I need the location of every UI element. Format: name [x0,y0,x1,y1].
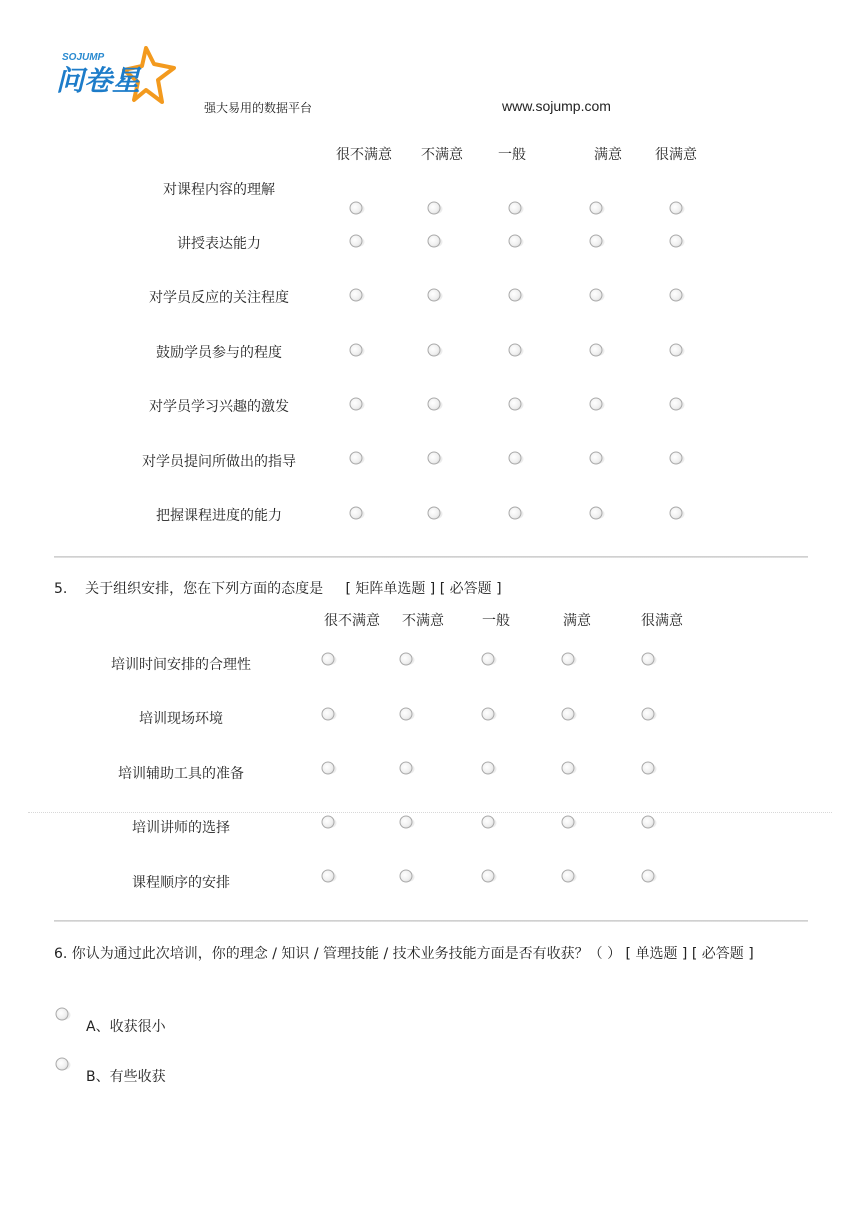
matrix-row-label: 培训时间安排的合理性 [111,657,251,673]
radio-button[interactable] [428,452,441,465]
column-header: 满意 [563,613,591,629]
radio-button[interactable] [482,653,495,666]
matrix-row-label: 对学员反应的关注程度 [149,290,289,306]
radio-button[interactable] [509,235,522,248]
radio-button[interactable] [350,235,363,248]
radio-button[interactable] [482,870,495,883]
radio-button[interactable] [400,816,413,829]
option-label: B、有些收获 [86,1069,166,1085]
radio-button[interactable] [350,344,363,357]
radio-button[interactable] [428,289,441,302]
section-divider [54,556,808,558]
radio-button[interactable] [590,398,603,411]
tagline: 强大易用的数据平台 [204,101,313,115]
radio-button[interactable] [400,653,413,666]
column-header: 很满意 [655,147,697,163]
radio-button[interactable] [590,289,603,302]
radio-button[interactable] [428,235,441,248]
radio-button[interactable] [642,870,655,883]
logo-sub-text: SOJUMP [62,52,105,63]
radio-button[interactable] [562,708,575,721]
radio-button[interactable] [590,452,603,465]
logo-star-icon [54,40,178,110]
q5-number: 5. [54,581,68,597]
radio-button[interactable] [590,344,603,357]
radio-button[interactable] [350,452,363,465]
matrix-row-label: 对课程内容的理解 [163,182,275,198]
radio-button[interactable] [562,816,575,829]
column-header: 满意 [594,147,622,163]
sojump-logo [54,40,178,110]
radio-button[interactable] [670,398,683,411]
radio-button[interactable] [350,398,363,411]
radio-button[interactable] [509,452,522,465]
radio-button[interactable] [670,235,683,248]
radio-button[interactable] [562,762,575,775]
radio-button[interactable] [590,507,603,520]
radio-button[interactable] [400,870,413,883]
radio-button[interactable] [509,344,522,357]
radio-button[interactable] [350,289,363,302]
radio-button[interactable] [428,344,441,357]
radio-button[interactable] [428,507,441,520]
matrix-row-label: 培训现场环境 [139,711,223,727]
radio-button[interactable] [482,762,495,775]
radio-button[interactable] [670,202,683,215]
radio-button[interactable] [562,653,575,666]
radio-button[interactable] [400,762,413,775]
radio-button[interactable] [642,762,655,775]
radio-button[interactable] [562,870,575,883]
radio-button[interactable] [322,870,335,883]
radio-button[interactable] [642,816,655,829]
matrix-row-label: 培训辅助工具的准备 [118,766,244,782]
radio-button[interactable] [322,762,335,775]
column-header: 很不满意 [324,613,380,629]
radio-button[interactable] [428,202,441,215]
column-header: 很不满意 [336,147,392,163]
matrix-row-label: 鼓励学员参与的程度 [156,345,282,361]
dotted-separator [28,812,832,813]
option-label: A、收获很小 [86,1019,166,1035]
matrix-row-label: 把握课程进度的能力 [156,508,282,524]
site-url: www.sojump.com [502,98,611,114]
column-header: 很满意 [641,613,683,629]
q6-title: 6. 你认为通过此次培训，你的理念 / 知识 / 管理技能 / 技术业务技能方面是否有收获？（ ） [ 单选题 ] [ 必答题 ] [54,946,754,962]
q5-text: 关于组织安排，您在下列方面的态度是 [85,581,324,597]
radio-button[interactable] [509,507,522,520]
column-header: 不满意 [402,613,444,629]
radio-button[interactable] [428,398,441,411]
radio-button[interactable] [350,202,363,215]
radio-button[interactable] [322,653,335,666]
logo-main-text: 问卷星 [56,64,141,97]
radio-button[interactable] [322,708,335,721]
matrix-row-label: 培训讲师的选择 [132,820,230,836]
q5-tags: [ 矩阵单选题 ] [ 必答题 ] [345,581,502,597]
radio-button[interactable] [322,816,335,829]
matrix-row-label: 对学员学习兴趣的激发 [149,399,289,415]
radio-button[interactable] [56,1058,69,1071]
matrix-row-label: 对学员提问所做出的指导 [142,454,296,470]
radio-button[interactable] [56,1008,69,1021]
matrix-row-label: 讲授表达能力 [177,236,261,252]
radio-button[interactable] [482,708,495,721]
radio-button[interactable] [509,289,522,302]
radio-button[interactable] [670,344,683,357]
radio-button[interactable] [400,708,413,721]
radio-button[interactable] [590,235,603,248]
radio-button[interactable] [642,708,655,721]
q5-title [54,578,502,598]
section-divider [54,920,808,922]
column-header: 不满意 [421,147,463,163]
column-header: 一般 [498,147,526,163]
matrix-row-label: 课程顺序的安排 [132,875,230,891]
radio-button[interactable] [670,452,683,465]
radio-button[interactable] [350,507,363,520]
radio-button[interactable] [642,653,655,666]
radio-button[interactable] [482,816,495,829]
radio-button[interactable] [670,507,683,520]
radio-button[interactable] [509,398,522,411]
radio-button[interactable] [670,289,683,302]
column-header: 一般 [482,613,510,629]
radio-button[interactable] [509,202,522,215]
radio-button[interactable] [590,202,603,215]
